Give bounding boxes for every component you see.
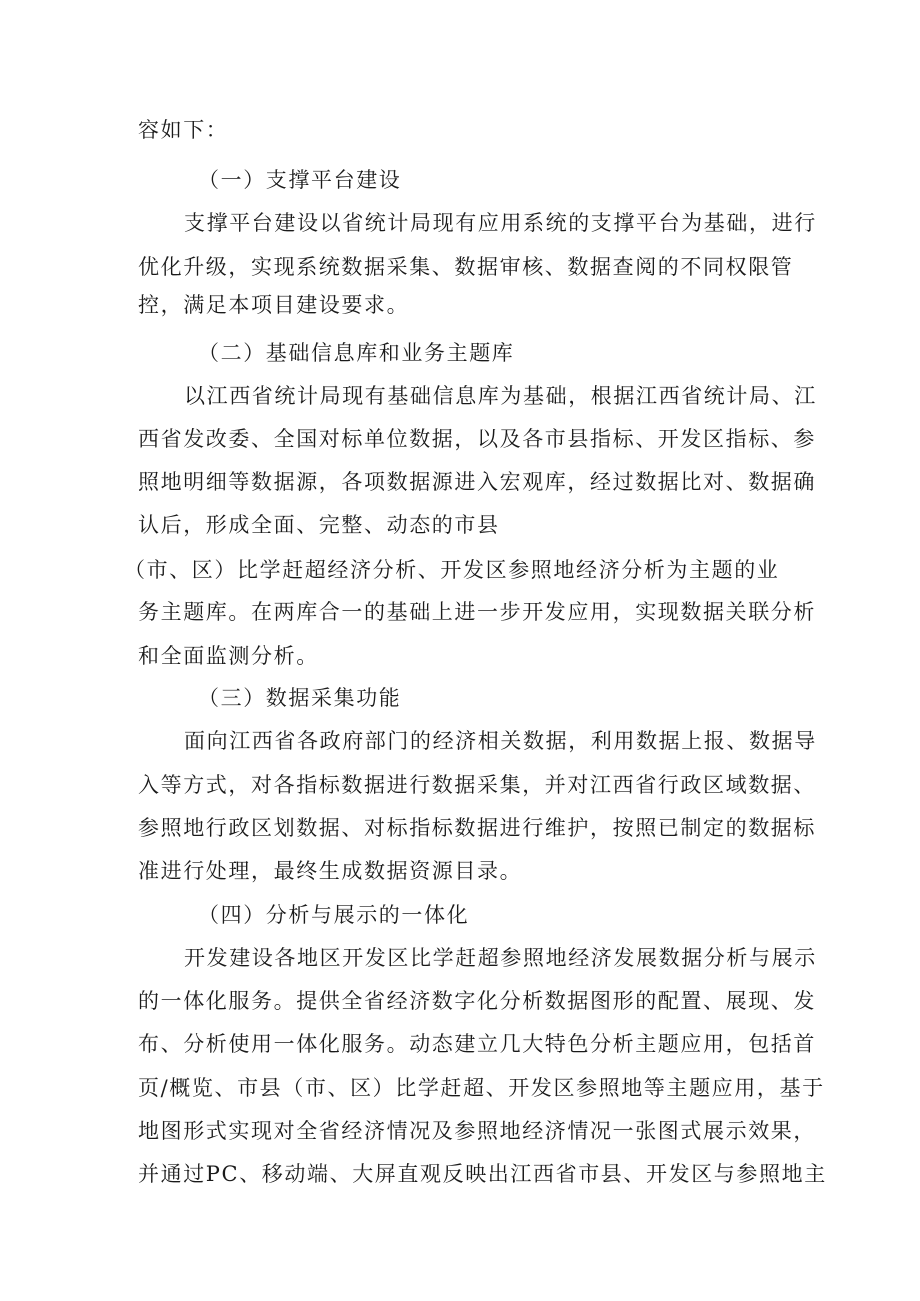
paragraph-line: 控，满足本项目建设要求。 bbox=[138, 293, 410, 317]
paragraph-line: 认后，形成全面、完整、动态的市县 bbox=[138, 513, 500, 537]
paragraph-line: 并通过PC、移动端、大屏直观反映出江西省市县、开发区与参照地主 bbox=[138, 1162, 827, 1186]
paragraph-line: 优化升级，实现系统数据采集、数据审核、数据查阅的不同权限管 bbox=[138, 255, 794, 279]
paragraph-line: 的一体化服务。提供全省经济数字化分析数据图形的配置、展现、发 bbox=[138, 989, 816, 1013]
paragraph-continuation: 容如下： bbox=[138, 118, 229, 142]
paragraph-line: 西省发改委、全国对标单位数据，以及各市县指标、开发区指标、参 bbox=[138, 427, 816, 451]
paragraph-line: 布、分析使用一体化服务。动态建立几大特色分析主题应用，包括首 bbox=[138, 1032, 816, 1056]
paragraph-line: 页/概览、市县（市、区）比学赶超、开发区参照地等主题应用，基于 bbox=[138, 1076, 825, 1100]
paragraph-line: 入等方式，对各指标数据进行数据采集，并对江西省行政区域数据、 bbox=[138, 773, 816, 797]
paragraph-line: 照地明细等数据源，各项数据源进入宏观库，经过数据比对、数据确 bbox=[138, 470, 816, 494]
paragraph-line: 务主题库。在两库合一的基础上进一步开发应用，实现数据关联分析 bbox=[138, 600, 816, 624]
section-heading-4: （四）分析与展示的一体化 bbox=[198, 903, 470, 927]
paragraph-line: 支撑平台建设以省统计局现有应用系统的支撑平台为基础，进行 bbox=[184, 211, 817, 235]
section-heading-1: （一）支撑平台建设 bbox=[198, 168, 402, 192]
paragraph-line: 和全面监测分析。 bbox=[138, 644, 319, 668]
section-heading-3: （三）数据采集功能 bbox=[198, 686, 402, 710]
section-heading-2: （二）基础信息库和业务主题库 bbox=[198, 341, 515, 365]
paragraph-line: （市、区）比学赶超经济分析、开发区参照地经济分析为主题的业 bbox=[124, 558, 780, 582]
paragraph-line: 准进行处理，最终生成数据资源目录。 bbox=[138, 859, 523, 883]
paragraph-line: 地图形式实现对全省经济情况及参照地经济情况一张图式展示效果， bbox=[138, 1119, 816, 1143]
paragraph-line: 开发建设各地区开发区比学赶超参照地经济发展数据分析与展示 bbox=[184, 946, 817, 970]
paragraph-line: 参照地行政区划数据、对标指标数据进行维护，按照已制定的数据标 bbox=[138, 816, 816, 840]
paragraph-line: 以江西省统计局现有基础信息库为基础，根据江西省统计局、江 bbox=[184, 384, 817, 408]
paragraph-line: 面向江西省各政府部门的经济相关数据，利用数据上报、数据导 bbox=[184, 729, 817, 753]
